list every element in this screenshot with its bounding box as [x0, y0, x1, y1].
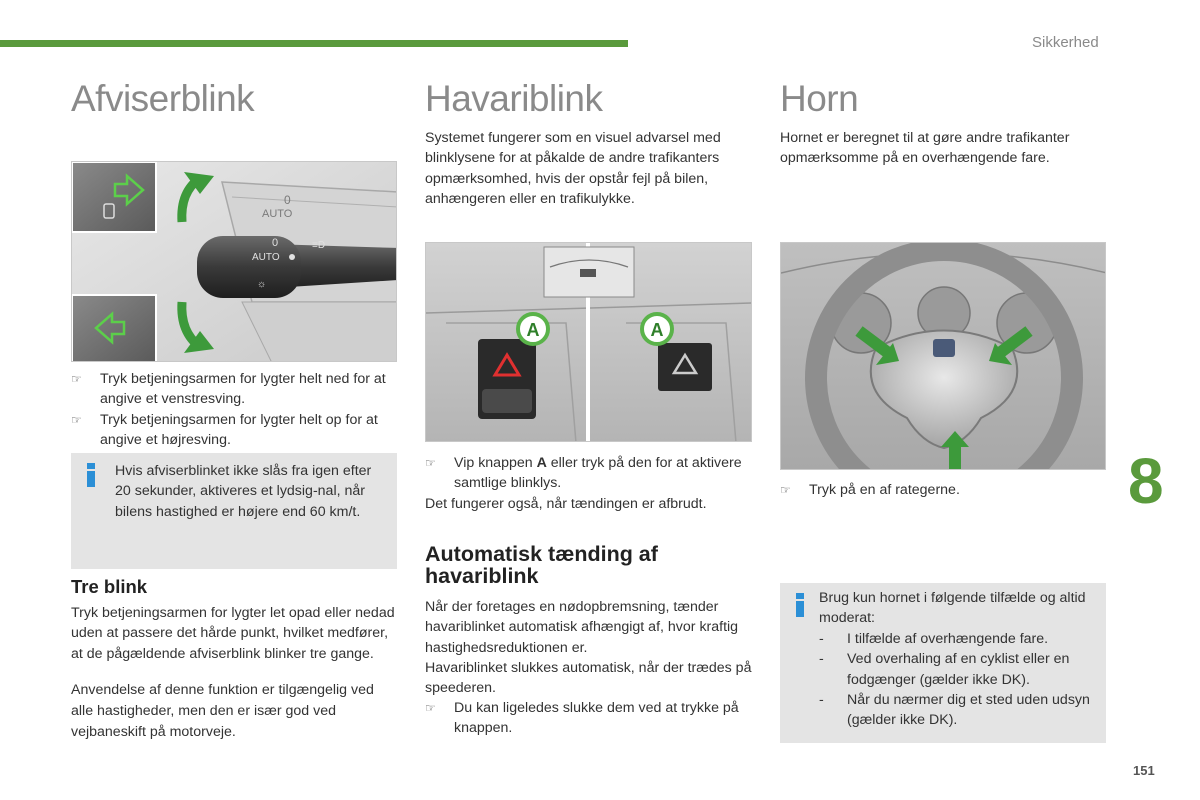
afviserblink-bullet: ☞ Tryk betjeningsarmen for lygter helt ned for at angive et venstresving.: [71, 371, 386, 408]
havariblink-intro: Systemet fungerer som en visuel advarsel med blinklysene for at påkalde de andre trafikanters opmærksomhed, hvis der opstår fejl på bilen, anhængeren eller en trafikulykke.: [425, 130, 721, 207]
brand-emblem: [933, 339, 955, 357]
havariblink-title: Havariblink: [425, 78, 603, 119]
afviserblink-info-text: Hvis afviserblinket ikke slås fra igen efter 20 sekunder, aktiveres et lydsig-nal, når bilens hastighed er højere end 60 km/t.: [115, 463, 372, 520]
callout-a-left: A: [526, 320, 540, 340]
auto-havariblink-title: Automatisk tænding af havariblink: [425, 542, 658, 588]
chapter-number: 8: [1128, 445, 1164, 517]
horn-info-list: [819, 629, 1099, 730]
afviserblink-title: Afviserblink: [71, 78, 255, 119]
tre-blink-paragraph: Anvendelse af denne funktion er tilgængelig ved alle hastigheder, men den er især god ved vejbaneskift på motorveje.: [71, 682, 374, 740]
pointing-hand-icon: ☞: [425, 456, 436, 470]
tre-blink-title: Tre blink: [71, 576, 148, 597]
hazard-drawing: [426, 243, 752, 442]
lever-label-auto: AUTO: [252, 252, 280, 263]
tre-blink-paragraph: Tryk betjeningsarmen for lygter let opad eller nedad uden at passere det hårde punkt, hvilket medfører, at de pågældende afviserblink blinker tre gange.: [71, 605, 395, 662]
auto-havariblink-paragraph: Havariblinket slukkes automatisk, når der trædes på speederen.: [425, 660, 752, 697]
info-icon: [795, 593, 805, 617]
afviserblink-info-box: [71, 453, 397, 569]
pointing-hand-icon: ☞: [780, 483, 791, 497]
svg-text:☼: ☼: [257, 279, 267, 290]
havariblink-bullet: ☞ Vip knappen A eller tryk på den for at aktivere samtlige blinklys.: [425, 455, 742, 492]
steering-wheel-drawing: [781, 243, 1106, 470]
afviserblink-bullet: ☞ Tryk betjeningsarmen for lygter helt op for at angive et højresving.: [71, 411, 378, 448]
turn-signal-lever-illustration: [71, 161, 397, 362]
callout-a-right: A: [650, 320, 664, 340]
info-icon: [86, 463, 96, 487]
havariblink-note: Det fungerer også, når tændingen er afbrudt.: [425, 496, 707, 512]
left-turn-inset: [72, 295, 156, 362]
steering-wheel-illustration: [780, 242, 1106, 470]
svg-text:≡D: ≡D: [312, 240, 326, 251]
pointing-hand-icon: ☞: [71, 412, 82, 427]
svg-text:AUTO: AUTO: [262, 208, 293, 220]
hazard-switch-illustration: [425, 242, 752, 442]
section-label: Sikkerhed: [1032, 34, 1099, 51]
page-number: 151: [1133, 763, 1155, 778]
horn-bullet-list: [780, 480, 1110, 500]
horn-bullet: ☞ Tryk på en af rategerne.: [780, 480, 1110, 500]
auto-havariblink-bullet-list: [425, 698, 755, 739]
pointing-hand-icon: ☞: [71, 372, 82, 386]
horn-info-box: [780, 583, 1106, 743]
havariblink-bullet-list: [425, 453, 755, 494]
horn-info-item: - Når du nærmer dig et sted uden udsyn (gælder ikke DK).: [819, 691, 1090, 729]
horn-title: Horn: [780, 78, 859, 119]
auto-havariblink-bullet: ☞ Du kan ligeledes slukke dem ved at trykke på knappen.: [425, 700, 739, 737]
lever-label-zero: 0: [272, 237, 279, 249]
pointing-hand-icon: ☞: [425, 701, 436, 715]
horn-info-item: - I tilfælde af overhængende fare.: [819, 631, 1049, 647]
auto-havariblink-paragraph: Når der foretages en nødopbremsning, tænder havariblinket automatisk afhængigt af, hvor kraftig hastighedsreduktionen er.: [425, 599, 739, 656]
lever-drawing: [72, 162, 397, 362]
horn-info-item: - Ved overhaling af en cyklist eller en fodgænger (gælder ikke DK).: [819, 651, 1070, 688]
horn-info-lead: Brug kun hornet i følgende tilfælde og altid moderat:: [819, 590, 1086, 627]
svg-text:0: 0: [284, 193, 291, 207]
header-accent-bar: [0, 40, 628, 47]
afviserblink-bullet-list: [71, 369, 401, 450]
horn-intro: Hornet er beregnet til at gøre andre trafikanter opmærksomme på en overhængende fare.: [780, 130, 1070, 167]
